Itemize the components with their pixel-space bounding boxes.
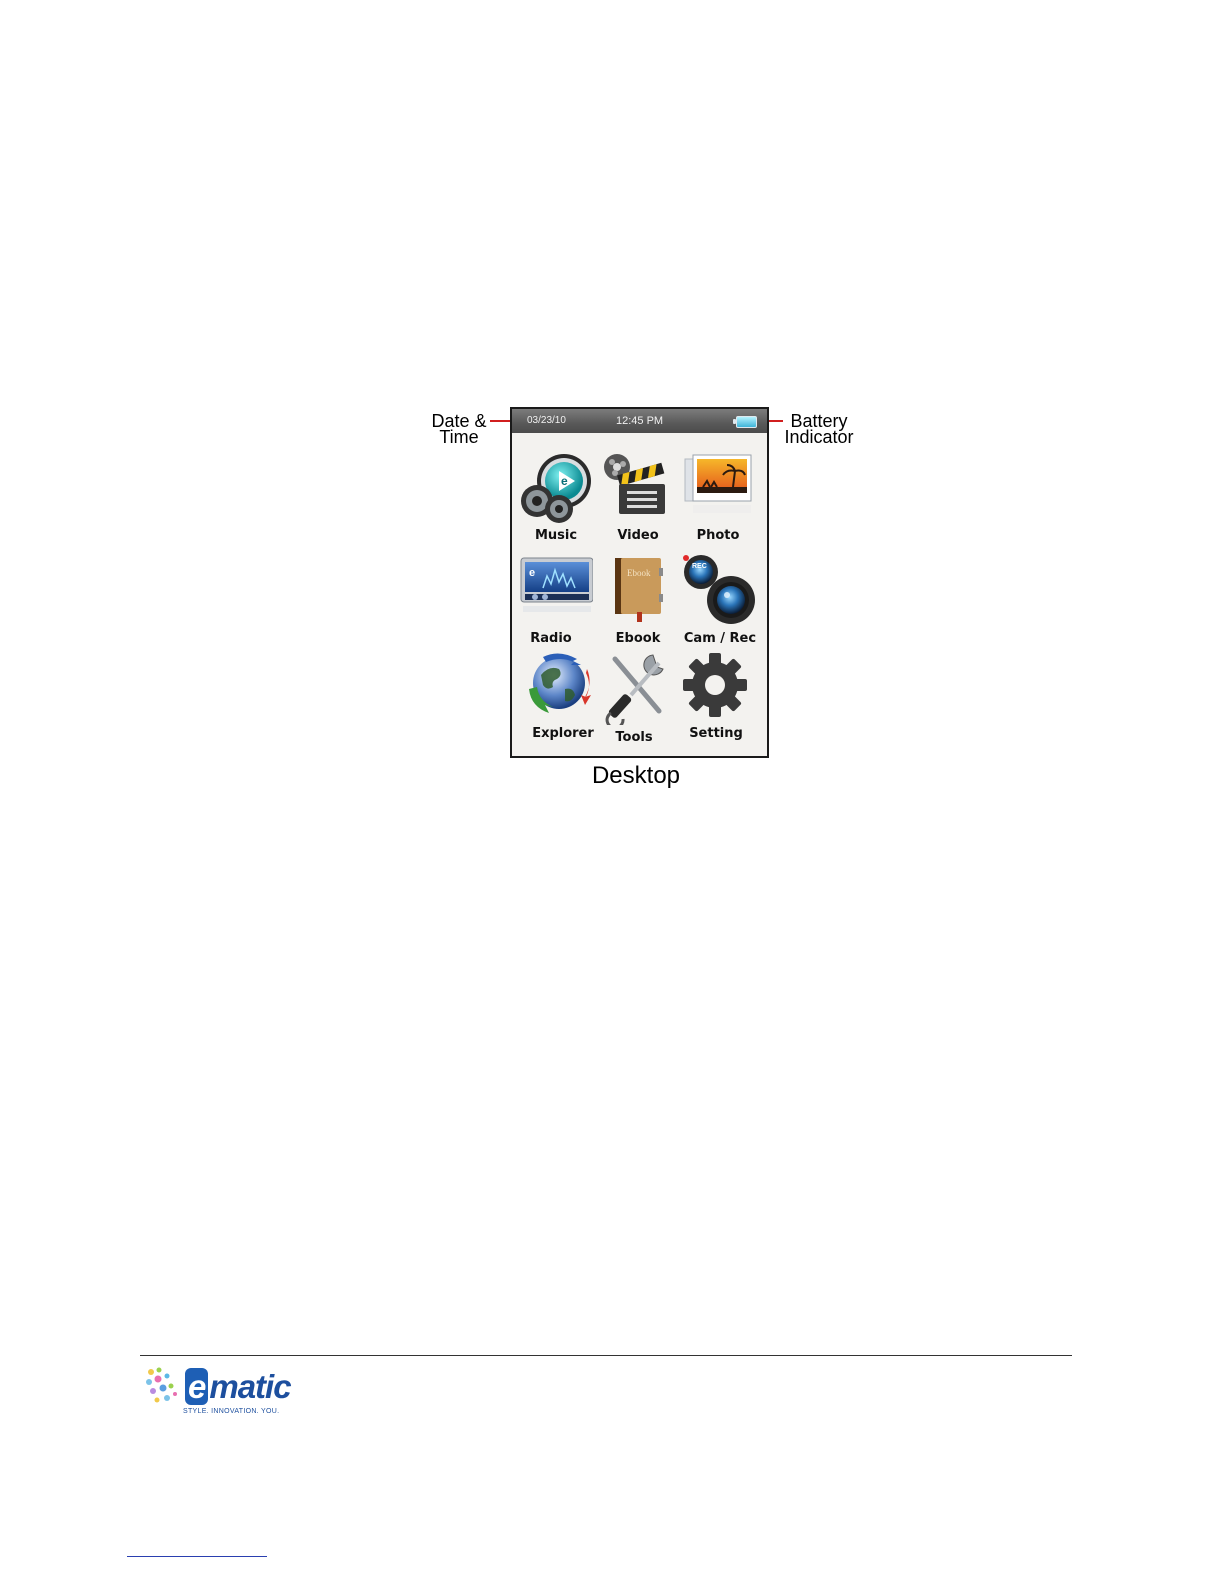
app-label: Photo: [696, 528, 740, 543]
ebook-cover-text: Ebook: [627, 568, 651, 578]
footer-link-underline[interactable]: [127, 1556, 267, 1557]
svg-text:e: e: [561, 474, 568, 488]
photo-icon: [681, 451, 755, 525]
app-video[interactable]: [598, 451, 678, 547]
status-time: 12:45 PM: [616, 415, 664, 427]
app-label: Explorer: [532, 726, 594, 741]
battery-callout: [778, 413, 860, 445]
callout-line-1: Battery: [790, 411, 848, 431]
app-tools[interactable]: [598, 651, 678, 747]
app-label: Video: [617, 528, 659, 543]
rec-badge-text: REC: [692, 563, 707, 570]
tools-icon: [601, 651, 675, 725]
ematic-logo: [143, 1364, 303, 1426]
logo-letter: e: [185, 1368, 208, 1405]
app-cam-rec[interactable]: [678, 554, 758, 650]
logo-wordmark: [185, 1368, 291, 1406]
status-date: 03/23/10: [527, 415, 566, 426]
app-radio[interactable]: [516, 554, 596, 650]
status-bar: [512, 409, 767, 433]
app-ebook[interactable]: [598, 554, 678, 650]
callout-line-2: Indicator: [784, 427, 854, 447]
gear-icon: [679, 649, 753, 723]
logo-tagline: STYLE. INNOVATION. YOU.: [183, 1408, 280, 1415]
camera-icon: [681, 554, 755, 628]
footer-divider: [140, 1355, 1072, 1356]
app-label: Tools: [615, 730, 653, 745]
globe-icon: [523, 649, 597, 723]
app-label: Ebook: [615, 631, 661, 646]
music-icon: [519, 451, 593, 525]
battery-icon: [736, 416, 757, 428]
logo-dots-icon: [143, 1364, 183, 1424]
callout-line-1: Date &: [431, 411, 487, 431]
app-label: Music: [534, 528, 578, 543]
ebook-icon: [601, 554, 675, 628]
date-time-callout: [425, 413, 493, 445]
device-desktop-screen: [510, 407, 769, 758]
callout-line-2: Time: [439, 427, 479, 447]
app-label: Radio: [530, 631, 572, 646]
app-label: Setting: [689, 726, 743, 741]
app-photo[interactable]: [678, 451, 758, 547]
app-explorer[interactable]: [520, 649, 600, 745]
figure-caption: Desktop: [591, 762, 681, 789]
app-label: Cam / Rec: [683, 631, 757, 646]
video-clapper-icon: [601, 451, 675, 525]
radio-icon: [519, 554, 593, 628]
app-music[interactable]: [516, 451, 596, 547]
app-setting[interactable]: [676, 649, 756, 745]
svg-text:e: e: [529, 567, 536, 579]
logo-text: matic: [209, 1368, 291, 1405]
